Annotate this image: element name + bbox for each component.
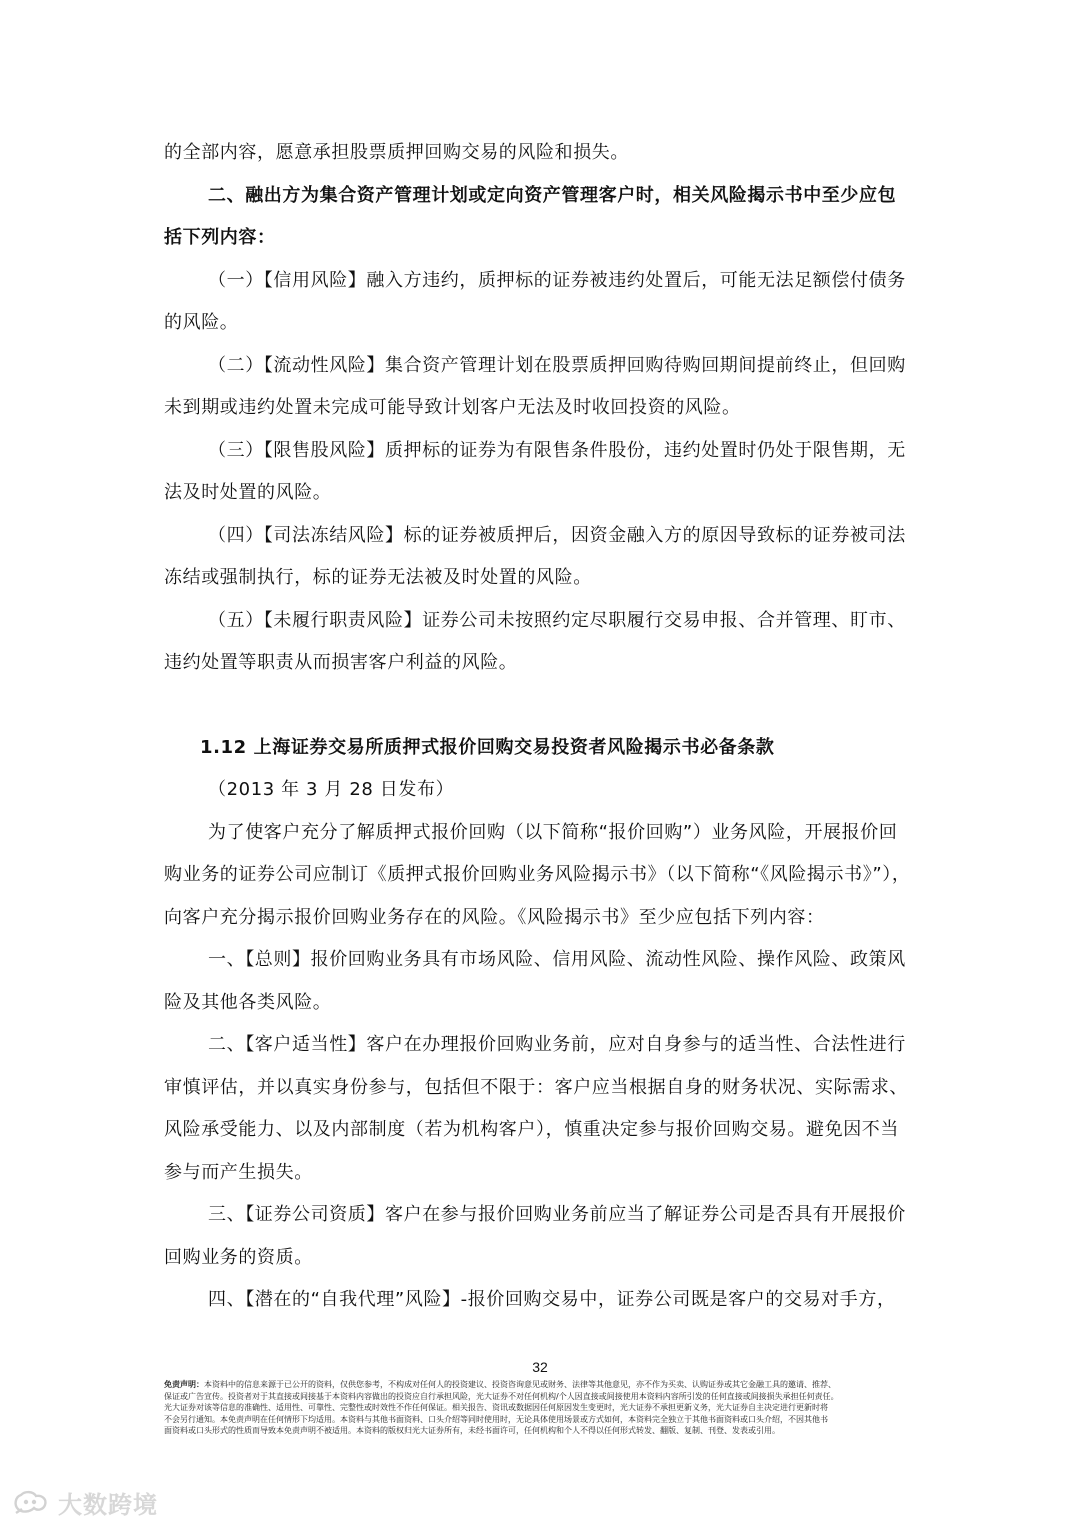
risk-item-judicial-freeze: （四）【司法冻结风险】标的证券被质押后，因资金融入方的原因导致标的证券被司法 bbox=[208, 524, 906, 546]
disclaimer-line: 面资料或口头形式的性质而导致本免责声明不被适用。本资料的版权归光大证券所有，未经书面许可，任何机构和个人不得以任何形式转发、翻版、复制、刊登、发表或引用。 bbox=[164, 1426, 780, 1435]
clause-self-agency: 四、【潜在的“自我代理”风险】-报价回购交易中，证券公司既是客户的交易对手方， bbox=[208, 1289, 896, 1310]
paragraph-line: 购业务的证券公司应制订《质押式报价回购业务风险揭示书》（以下简称“《风险揭示书》”）， bbox=[164, 864, 911, 885]
watermark bbox=[12, 1484, 158, 1520]
paragraph-line: 未到期或违约处置未完成可能导致计划客户无法及时收回投资的风险。 bbox=[164, 397, 741, 418]
disclaimer-lead: 免责声明： bbox=[164, 1380, 204, 1389]
paragraph-line: 审慎评估，并以真实身份参与，包括但不限于：客户应当根据自身的财务状况、实际需求、 bbox=[164, 1076, 908, 1098]
clause-qualification: 三、【证券公司资质】客户在参与报价回购业务前应当了解证券公司是否具有开展报价 bbox=[208, 1204, 906, 1225]
paragraph-line: 冻结或强制执行，标的证券无法被及时处置的风险。 bbox=[164, 567, 592, 588]
body-text bbox=[164, 132, 920, 1322]
section-title: 1.12 上海证券交易所质押式报价回购交易投资者风险揭示书必备条款 bbox=[200, 736, 775, 758]
paragraph-line: 的全部内容，愿意承担股票质押回购交易的风险和损失。 bbox=[164, 142, 629, 163]
paragraph-line: 为了使客户充分了解质押式报价回购（以下简称“报价回购”）业务风险，开展报价回 bbox=[208, 821, 898, 843]
disclaimer-line: 保证或广告宣传。投资者对于其直接或间接基于本资料内容做出的投资应自行承担风险，光大证券不对任何机构/个人因直接或间接使用本资料内容所引发的任何直接或间接损失承担任何责任。 bbox=[164, 1391, 839, 1401]
disclaimer-text: 本资料中的信息来源于已公开的资料，仅供您参考，不构成对任何人的投资建议、投资咨询意见或财务、法律等其他意见，亦不作为买卖、认购证券或其它金融工具的邀请、推荐、 bbox=[204, 1380, 836, 1389]
paragraph-line: 违约处置等职责从而损害客户利益的风险。 bbox=[164, 652, 518, 673]
disclaimer-line: 不会另行通知。本免责声明在任何情形下均适用。本资料与其他书面资料、口头介绍等同时使用时，无论具体使用场景或方式如何，本资料完全独立于其他书面资料或口头介绍，不因其他书 bbox=[164, 1414, 828, 1424]
risk-item-restricted-shares: （三）【限售股风险】质押标的证券为有限售条件股份，违约处置时仍处于限售期，无 bbox=[208, 439, 906, 461]
paragraph-line: 向客户充分揭示报价回购业务存在的风险。《风险揭示书》至少应包括下列内容： bbox=[164, 906, 825, 928]
risk-item-credit: （一）【信用风险】融入方违约，质押标的证券被违约处置后，可能无法足额偿付债务 bbox=[208, 269, 906, 291]
paragraph-line: 风险承受能力、以及内部制度（若为机构客户），慎重决定参与报价回购交易。避免因不当 bbox=[164, 1119, 899, 1140]
clause-suitability: 二、【客户适当性】客户在办理报价回购业务前，应对自身参与的适当性、合法性进行 bbox=[208, 1034, 906, 1055]
paragraph-line: 的风险。 bbox=[164, 312, 239, 333]
page-number: 32 bbox=[532, 1359, 548, 1375]
watermark-logo-icon bbox=[12, 1487, 52, 1517]
disclaimer bbox=[164, 1379, 920, 1437]
publish-date: （2013 年 3 月 28 日发布） bbox=[208, 779, 455, 800]
watermark-text: 大数跨境 bbox=[58, 1490, 158, 1519]
section-heading-line: 二、融出方为集合资产管理计划或定向资产管理客户时，相关风险揭示书中至少应包 bbox=[208, 184, 897, 206]
section-gap bbox=[164, 685, 920, 727]
clause-general: 一、【总则】报价回购业务具有市场风险、信用风险、流动性风险、操作风险、政策风 bbox=[208, 949, 906, 970]
section-heading-line: 括下列内容： bbox=[164, 227, 276, 248]
paragraph-line: 法及时处置的风险。 bbox=[164, 482, 332, 503]
disclaimer-line bbox=[164, 1379, 920, 1391]
risk-item-liquidity: （二）【流动性风险】集合资产管理计划在股票质押回购待购回期间提前终止，但回购 bbox=[208, 354, 906, 376]
risk-item-duty-failure: （五）【未履行职责风险】证券公司未按照约定尽职履行交易申报、合并管理、盯市、 bbox=[208, 609, 906, 631]
paragraph-line: 回购业务的资质。 bbox=[164, 1246, 313, 1268]
paragraph-line: 险及其他各类风险。 bbox=[164, 991, 332, 1013]
paragraph-line: 参与而产生损失。 bbox=[164, 1161, 313, 1183]
disclaimer-line: 光大证券对该等信息的准确性、适用性、可靠性、完整性或时效性不作任何保证。相关报告、资讯或数据因任何原因发生变更时，光大证券不承担更新义务，光大证券自主决定进行更新时将 bbox=[164, 1403, 828, 1412]
